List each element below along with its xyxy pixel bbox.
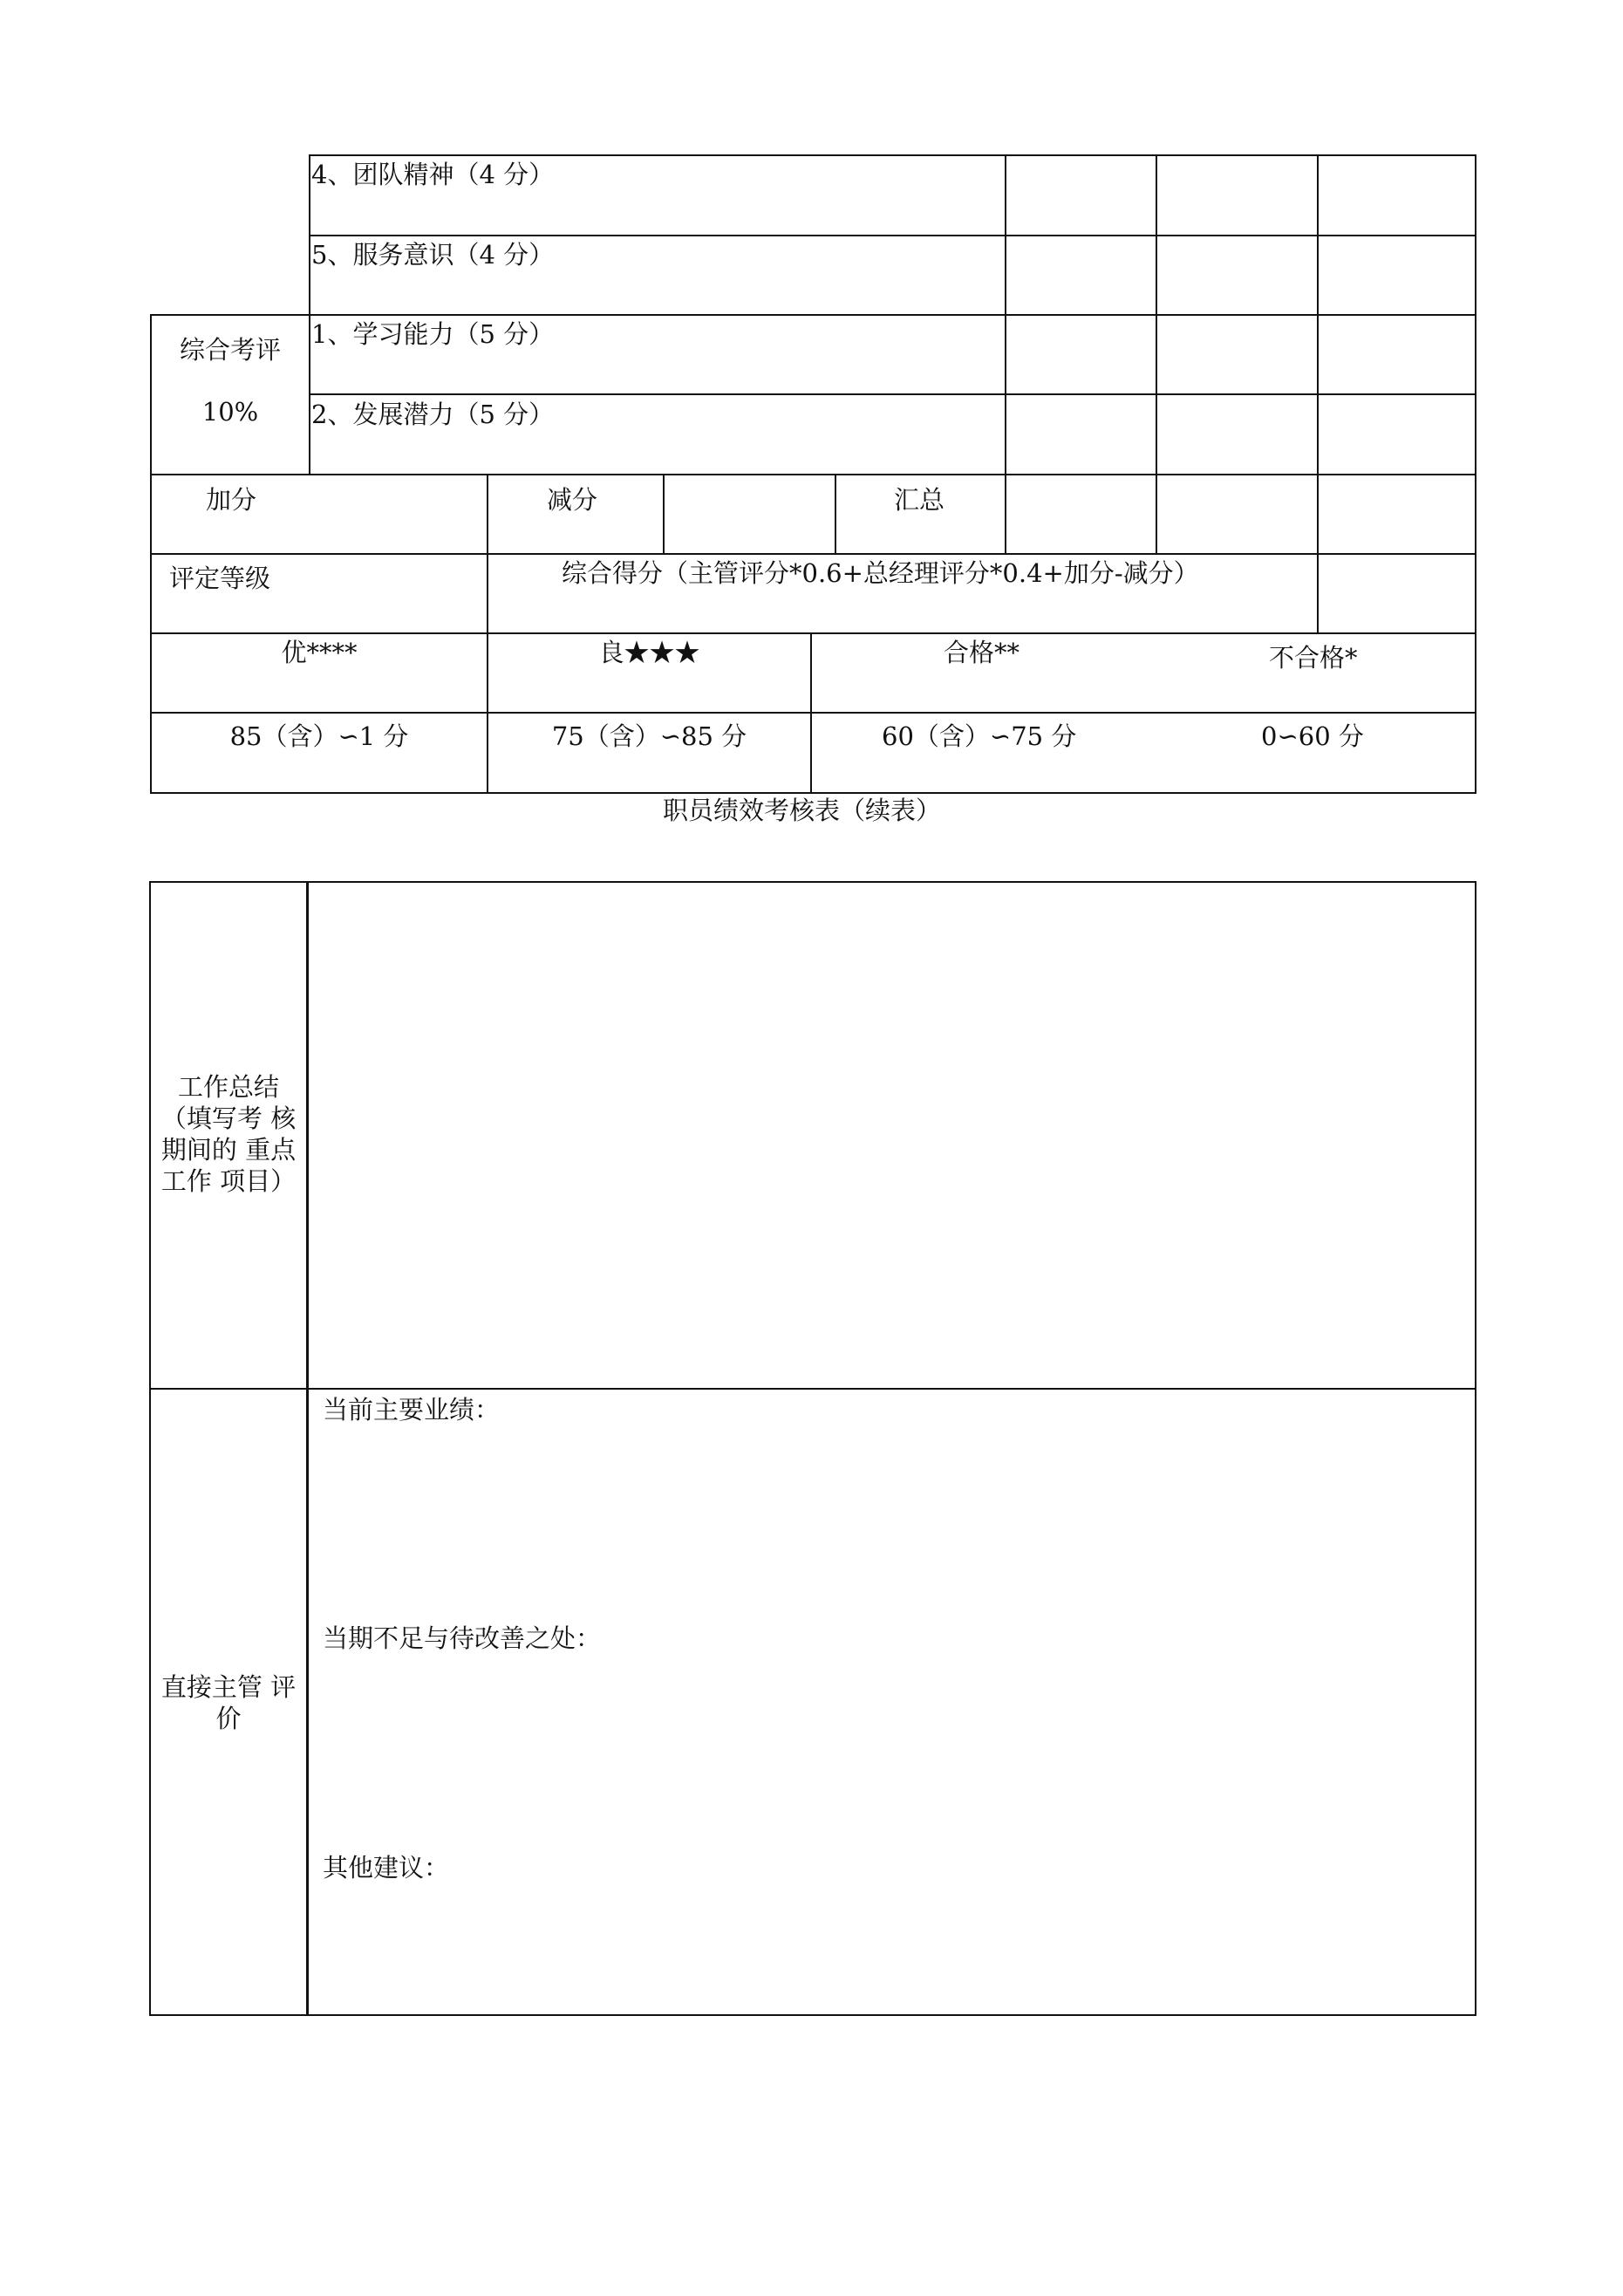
table-line — [309, 154, 1476, 156]
comprehensive-evaluation-weight: 10% — [201, 397, 259, 427]
table-line — [1475, 881, 1476, 2016]
table-line — [149, 1388, 1476, 1390]
grade-good: 良★★★ — [598, 638, 700, 667]
criterion-service-awareness: 5、服务意识（4 分） — [311, 240, 555, 270]
current-achievements-label: 当前主要业绩： — [323, 1395, 501, 1425]
table-line — [149, 881, 151, 2016]
table-line — [150, 314, 1476, 316]
score-formula: 综合得分（主管评分*0.6+总经理评分*0.4+加分-减分） — [562, 558, 1199, 588]
range-good: 75（含）∽85 分 — [551, 721, 747, 751]
table-line — [306, 881, 309, 2016]
range-fail: 0∽60 分 — [1261, 721, 1364, 751]
table-line — [150, 474, 1476, 475]
table-line — [1475, 154, 1476, 794]
other-suggestions-label: 其他建议： — [323, 1853, 450, 1883]
criterion-development-potential: 2、发展潜力（5 分） — [311, 400, 555, 429]
deduction-label: 减分 — [547, 485, 598, 515]
table-line — [150, 632, 1476, 634]
comprehensive-evaluation-label: 综合考评 — [179, 335, 281, 365]
table-line — [150, 712, 1476, 714]
table-line — [663, 474, 665, 555]
bonus-label: 加分 — [206, 485, 257, 515]
table-line — [1317, 154, 1319, 634]
table-line — [309, 393, 1476, 395]
table-line — [1156, 154, 1157, 555]
supervisor-evaluation-label: 直接主管 评价 — [160, 1672, 297, 1733]
table-line — [810, 632, 812, 794]
table-line — [1005, 154, 1006, 555]
table-line — [150, 792, 1476, 794]
table-line — [309, 154, 310, 475]
improvements-label: 当期不足与待改善之处： — [323, 1623, 602, 1653]
table-caption: 职员绩效考核表（续表） — [663, 796, 942, 825]
range-excellent: 85（含）∽1 分 — [229, 721, 409, 751]
table-line — [309, 235, 1476, 236]
range-pass: 60（含）∽75 分 — [882, 721, 1077, 751]
criterion-learning-ability: 1、学习能力（5 分） — [311, 319, 555, 349]
table-line — [149, 2014, 1476, 2016]
table-line — [835, 474, 836, 555]
table-line — [150, 553, 1476, 555]
table-line — [149, 881, 1476, 883]
criterion-team-spirit: 4、团队精神（4 分） — [311, 160, 555, 189]
grade-pass: 合格** — [944, 638, 1020, 667]
total-label: 汇总 — [894, 485, 945, 515]
work-summary-label: 工作总结 （填写考 核期间的 重点工作 项目） — [160, 1072, 297, 1196]
grade-excellent: 优**** — [281, 638, 358, 667]
grade-label: 评定等级 — [169, 564, 271, 593]
grade-fail: 不合格* — [1269, 643, 1358, 673]
